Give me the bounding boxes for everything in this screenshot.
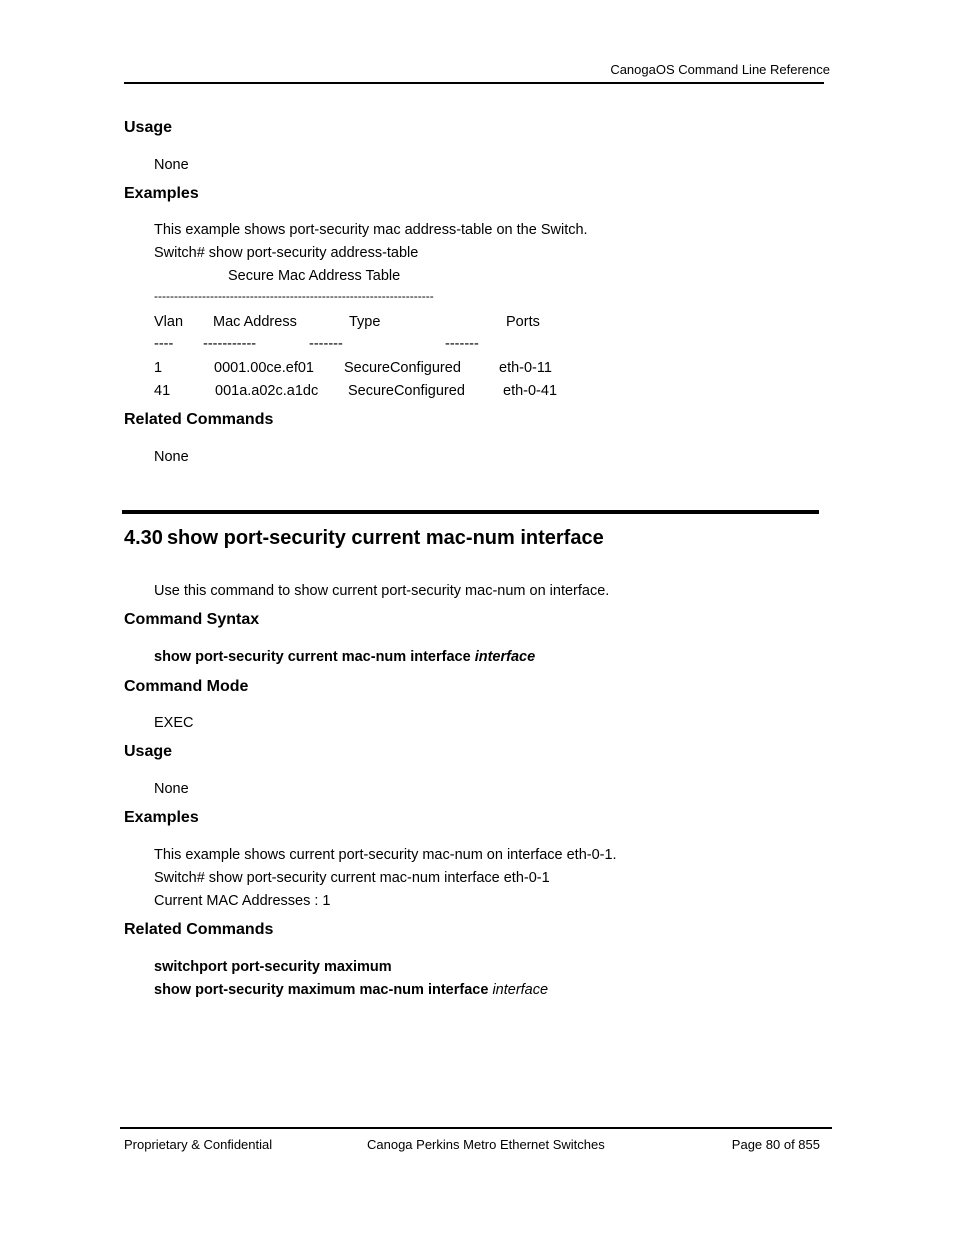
syntax-command: show port-security current mac-num interface xyxy=(154,649,471,665)
table-cell: 0001.00ce.ef01 xyxy=(214,360,314,376)
table-cell: eth-0-11 xyxy=(499,360,552,376)
table-separator: ---------------------------------------------------------------------- xyxy=(154,289,434,303)
footer-page-number: Page 80 of 855 xyxy=(731,1137,820,1152)
col-mac-address: Mac Address xyxy=(213,314,297,330)
table-cell: 001a.a02c.a1dc xyxy=(215,383,319,399)
related-command-argument: interface xyxy=(492,982,549,998)
footer-left: Proprietary & Confidential xyxy=(124,1137,273,1152)
dash-mac-address: ----------- xyxy=(203,336,257,352)
related-heading-2: Related Commands xyxy=(124,921,274,938)
section-rule xyxy=(122,510,819,514)
related-command-line xyxy=(154,982,548,998)
table-cell: 41 xyxy=(154,383,171,399)
related-heading: Related Commands xyxy=(124,411,274,428)
dash-type: ------- xyxy=(309,336,343,352)
section-heading xyxy=(124,527,604,550)
footer-rule xyxy=(120,1127,832,1129)
col-type: Type xyxy=(349,314,381,330)
section-description: Use this command to show current port-security mac-num on interface. xyxy=(154,583,610,599)
related-command: switchport port-security maximum xyxy=(154,959,392,975)
example-line: Switch# show port-security current mac-num interface eth-0-1 xyxy=(154,870,550,886)
col-ports: Ports xyxy=(506,314,540,330)
dash-ports: ------- xyxy=(445,336,479,352)
mode-text: EXEC xyxy=(154,715,194,731)
header-rule xyxy=(124,82,824,84)
table-cell: SecureConfigured xyxy=(344,360,461,376)
usage-heading: Usage xyxy=(124,119,173,136)
section-number: 4.30 xyxy=(124,527,163,549)
table-cell: SecureConfigured xyxy=(348,383,465,399)
syntax-heading: Command Syntax xyxy=(124,611,260,628)
footer-center: Canoga Perkins Metro Ethernet Switches xyxy=(367,1137,605,1152)
usage-heading-2: Usage xyxy=(124,743,173,760)
col-vlan: Vlan xyxy=(154,314,184,330)
usage-text-2: None xyxy=(154,781,189,797)
command-line: Switch# show port-security address-table xyxy=(154,245,419,261)
example-line: Current MAC Addresses : 1 xyxy=(154,893,331,909)
header-title: CanogaOS Command Line Reference xyxy=(610,62,830,77)
related-text: None xyxy=(154,449,189,465)
related-command: show port-security maximum mac-num interface xyxy=(154,982,489,998)
table-cell: eth-0-41 xyxy=(503,383,558,399)
usage-text: None xyxy=(154,157,189,173)
syntax-argument: interface xyxy=(474,649,536,665)
examples-intro: This example shows port-security mac address-table on the Switch. xyxy=(154,222,588,238)
examples-heading-2: Examples xyxy=(124,809,199,826)
table-cell: 1 xyxy=(154,360,163,376)
table-title: Secure Mac Address Table xyxy=(228,268,401,284)
mode-heading: Command Mode xyxy=(124,678,249,695)
example-line: This example shows current port-security mac-num on interface eth-0-1. xyxy=(154,847,617,863)
examples-heading: Examples xyxy=(124,185,199,202)
syntax-line xyxy=(154,649,535,665)
dash-vlan: ---- xyxy=(154,336,174,352)
section-title: show port-security current mac-num interface xyxy=(166,527,604,549)
